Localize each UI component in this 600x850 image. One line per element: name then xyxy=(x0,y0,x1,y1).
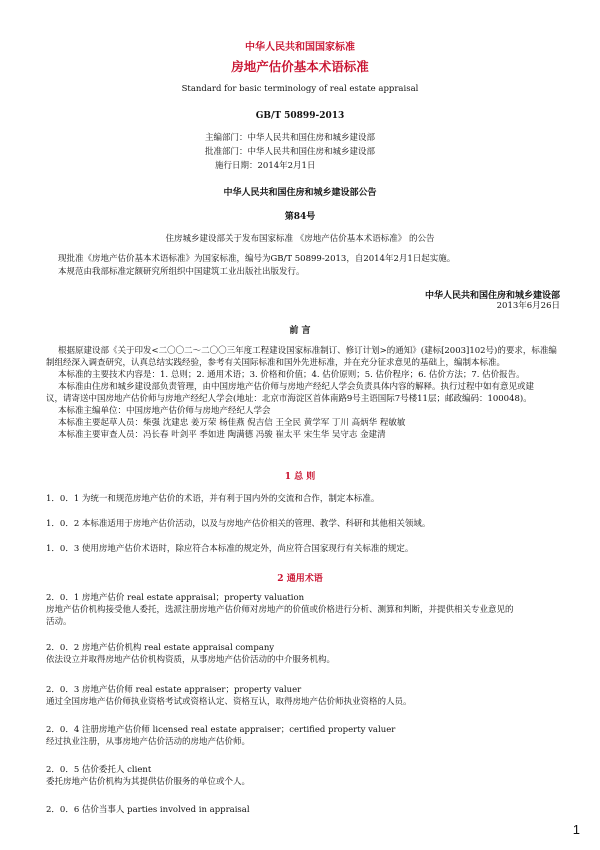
term-title: 2．0．3 房地产估价师 real estate appraiser；property valuer xyxy=(46,685,302,695)
clause-1-0-3: 1．0．3 使用房地产估价术语时，除应符合本标准的规定外，尚应符合国家现行有关标准的规定。 xyxy=(46,544,414,554)
chief-editor-line: 主编部门：中华人民共和国住房和城乡建设部 xyxy=(205,133,376,143)
page-number: 1 xyxy=(572,822,580,837)
announcement-date: 2013年6月26日 xyxy=(496,301,560,311)
term-title: 2．0．5 估价委托人 client xyxy=(46,765,152,775)
term-definition: 依法设立并取得房地产估价机构资质，从事房地产估价活动的中介服务机构。 xyxy=(46,655,336,665)
term-title: 2．0．4 注册房地产估价师 licensed real estate appraiser；certified property valuer xyxy=(46,725,396,735)
standard-code: GB/T 50899-2013 xyxy=(255,111,345,121)
term-definition: 活动。 xyxy=(46,617,72,627)
clause-1-0-2: 1．0．2 本标准适用于房地产估价活动，以及与房地产估价相关的管理、教学、科研和其他相关领域。 xyxy=(46,519,431,529)
announcement-paragraph: 本规范由我部标准定额研究所组织中国建筑工业出版社出版发行。 xyxy=(58,267,305,277)
approver-line: 批准部门：中华人民共和国住房和城乡建设部 xyxy=(205,147,376,157)
term-definition: 房地产估价机构接受他人委托，选派注册房地产估价师对房地产的价值或价格进行分析、测算和判断，并提供相关专业意见的 xyxy=(46,605,514,615)
foreword-line: 本标准主要起草人员：柴强 沈建忠 姜万荣 杨佳燕 倪吉信 王全民 黄学军 丁川 高炳华 程敏敏 xyxy=(58,418,406,428)
term-title: 2．0．6 估价当事人 parties involved in appraisal xyxy=(46,805,250,815)
clause-1-0-1: 1．0．1 为统一和规范房地产估价的术语，并有利于国内外的交流和合作，制定本标准。 xyxy=(46,494,380,504)
foreword-line: 制组经深入调查研究，认真总结实践经验，参考有关国际标准和国外先进标准，并在充分征求意见的基础上，编制本标准。 xyxy=(46,358,506,368)
chapter-2-heading: 2 通用术语 xyxy=(277,574,323,584)
chapter-1-heading: 1 总 则 xyxy=(284,472,316,482)
announcement-heading: 中华人民共和国住房和城乡建设部公告 xyxy=(223,188,377,198)
foreword-line: 本标准主编单位：中国房地产估价师与房地产经纪人学会 xyxy=(58,406,271,416)
term-title: 2．0．1 房地产估价 real estate appraisal；property valuation xyxy=(46,593,305,603)
foreword-line: 本标准的主要技术内容是：1. 总则；2. 通用术语；3. 价格和价值；4. 估价原则；5. 估价程序；6. 估价方法；7. 估价报告。 xyxy=(58,370,525,380)
foreword-line: 根据原建设部《关于印发<二〇〇二～二〇〇三年度工程建设国家标准制订、修订计划>的通知》(建标[2003]102号)的要求，标准编 xyxy=(58,346,557,356)
term-definition: 通过全国房地产估价师执业资格考试或资格认定、资格互认，取得房地产估价师执业资格的人员。 xyxy=(46,697,412,707)
foreword-heading: 前 言 xyxy=(289,326,311,336)
term-definition: 委托房地产估价机构为其提供估价服务的单位或个人。 xyxy=(46,777,251,787)
document-title: 房地产估价基本术语标准 xyxy=(231,59,369,74)
announcement-subject: 住房城乡建设部关于发布国家标准 《房地产估价基本术语标准》 的公告 xyxy=(165,234,435,244)
announcement-signer: 中华人民共和国住房和城乡建设部 xyxy=(424,291,560,301)
announcement-number: 第84号 xyxy=(284,212,316,222)
foreword-line: 本标准主要审查人员：冯长春 叶剑平 季如进 陶满德 冯骏 崔太平 宋生华 吴守志 金建清 xyxy=(58,430,386,440)
term-definition: 经过执业注册，从事房地产估价活动的房地产估价师。 xyxy=(46,737,251,747)
foreword-line: 议，请寄送中国房地产估价师与房地产经纪人学会(地址：北京市海淀区首体南路9号主语国际7号楼11层；邮政编码：100048)。 xyxy=(46,394,532,404)
national-standard-label: 中华人民共和国国家标准 xyxy=(245,42,355,53)
effective-date-line: 施行日期：2014年2月1日 xyxy=(215,161,316,171)
foreword-line: 本标准由住房和城乡建设部负责管理，由中国房地产估价师与房地产经纪人学会负责具体内容的解释。执行过程中如有意见或建 xyxy=(58,382,535,392)
document-title-english: Standard for basic terminology of real estate appraisal xyxy=(181,84,419,94)
term-title: 2．0．2 房地产估价机构 real estate appraisal company xyxy=(46,643,275,653)
announcement-paragraph: 现批准《房地产估价基本术语标准》为国家标准，编号为GB/T 50899-2013，自2014年2月1日起实施。 xyxy=(58,254,456,264)
